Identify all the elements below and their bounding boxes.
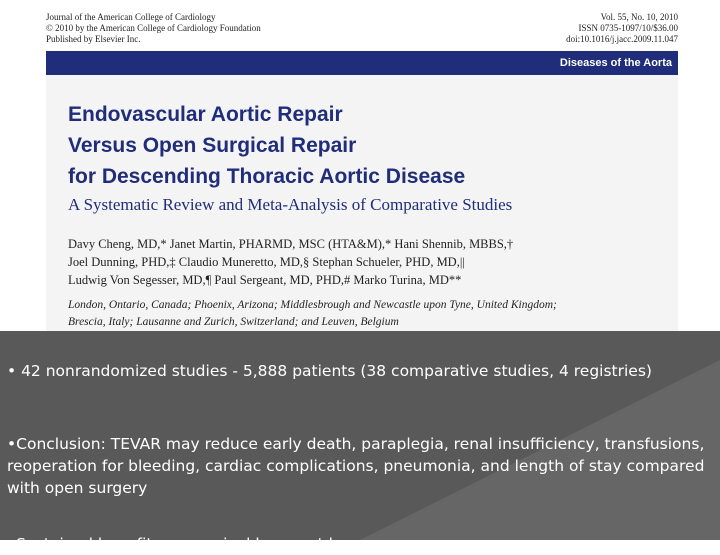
- section-label: Diseases of the Aorta: [559, 57, 672, 69]
- article-subtitle: A Systematic Review and Meta-Analysis of Comparative Studies: [68, 195, 513, 214]
- journal-copyright: © 2010 by the American College of Cardiology Foundation: [46, 23, 261, 33]
- affiliation-line: London, Ontario, Canada; Phoenix, Arizona; Middlesbrough and Newcastle upon Tyne, United Kingdom;: [68, 299, 557, 311]
- journal-masthead: [46, 12, 261, 45]
- article-title-line: Versus Open Surgical Repair: [68, 134, 357, 157]
- affiliation-line: Brescia, Italy; Lausanne and Zurich, Switzerland; and Leuven, Belgium: [68, 316, 399, 328]
- journal-publisher: Published by Elsevier Inc.: [46, 34, 141, 44]
- bullet-studies: • 42 nonrandomized studies - 5,888 patients (38 comparative studies, 4 registries): [7, 362, 652, 380]
- bullet-conclusion: •Conclusion: TEVAR may reduce early death, paraplegia, renal insufficiency, transfusions, reoperation for bleeding, cardiac complications, pneumonia, and length of stay compared with open surgery: [7, 435, 705, 497]
- author-line: Joel Dunning, PHD,‡ Claudio Muneretto, MD,§ Stephan Schueler, PHD, MD,||: [68, 255, 465, 269]
- article-title-line: for Descending Thoracic Aortic Disease: [68, 165, 466, 188]
- summary-panel: [0, 331, 720, 553]
- author-line: Ludwig Von Segesser, MD,¶ Paul Sergeant, MD, PHD,# Marko Turina, MD**: [68, 273, 462, 287]
- journal-volume: Vol. 55, No. 10, 2010: [600, 12, 678, 22]
- article-title: [68, 99, 465, 192]
- author-line: Davy Cheng, MD,* Janet Martin, PHARMD, MSC (HTA&M),* Hani Shennib, MBBS,†: [68, 237, 514, 251]
- journal-citation: [566, 12, 678, 45]
- article-title-line: Endovascular Aortic Repair: [68, 103, 343, 126]
- section-banner: [46, 51, 678, 75]
- journal-issn: ISSN 0735-1097/10/$36.00: [578, 23, 678, 33]
- author-list: [68, 235, 513, 289]
- journal-name: Journal of the American College of Cardiology: [46, 12, 216, 22]
- journal-doi: doi:10.1016/j.jacc.2009.11.047: [566, 34, 678, 44]
- bullet-survival: •Sustained benefits on survival have not been proven: [7, 535, 427, 553]
- affiliations: [68, 297, 557, 331]
